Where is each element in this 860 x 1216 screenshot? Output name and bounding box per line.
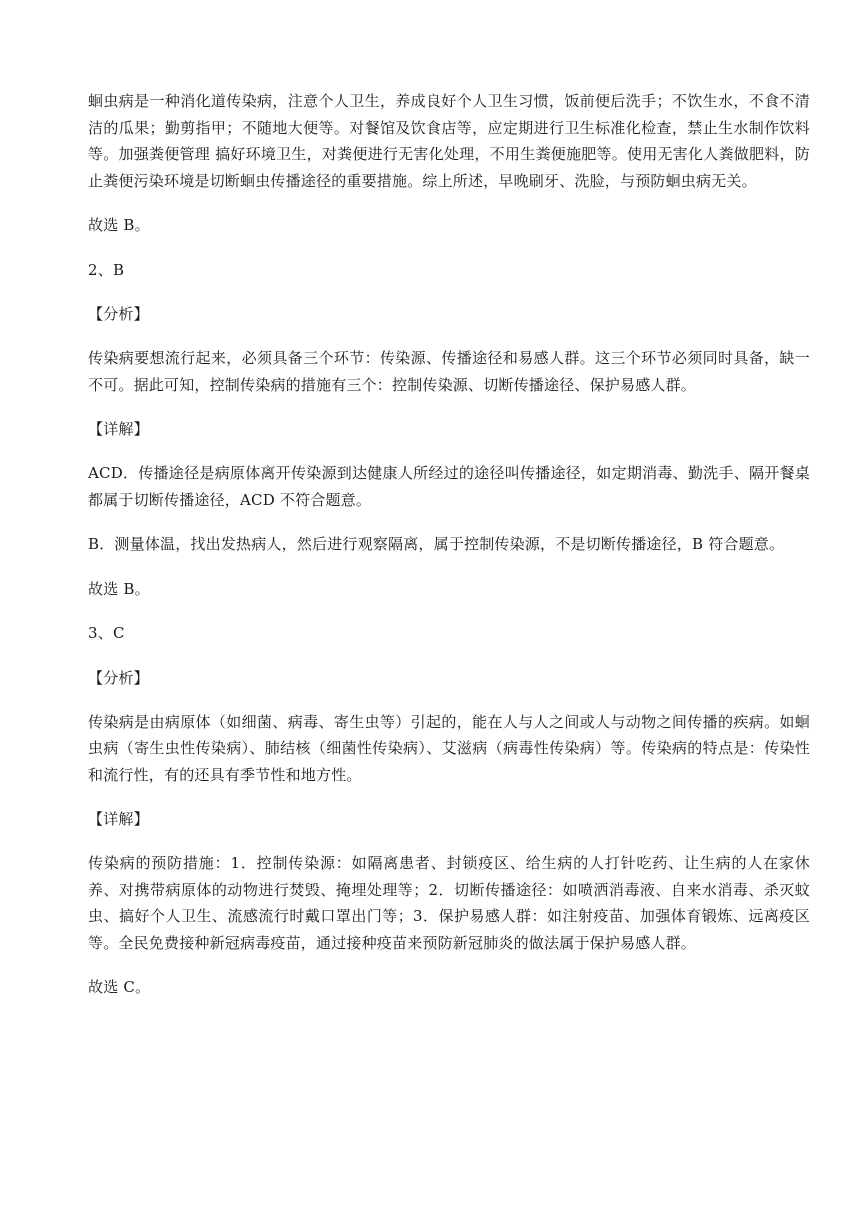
section-heading-detail: 【详解】 <box>88 420 149 438</box>
section-heading-analysis: 【分析】 <box>88 668 149 687</box>
answer-choice-1: 故选 B。 <box>88 216 150 234</box>
paragraph-analysis-3: 传染病是由病原体（如细菌、病毒、寄生虫等）引起的，能在人与人之间或人与动物之间传播的疾病。如蛔虫病（寄生虫性传染病）、肺结核（细菌性传染病）、艾滋病（病毒性传染病）等。传染病的特点是：传染性和流行性，有的还具有季节性和地方性。 <box>88 712 810 784</box>
paragraph-detail-prevention: 传染病的预防措施：1．控制传染源：如隔离患者、封锁疫区、给生病的人打针吃药、让生病的人在家休养、对携带病原体的动物进行焚毁、掩埋处理等；2．切断传播途径：如喷洒消毒液、自来水消毒、杀灭蚊虫、搞好个人卫生、流感流行时戴口罩出门等；3．保护易感人群：如注射疫苗、加强体育锻炼、远离疫区等。全民免费接种新冠病毒疫苗，通过接种疫苗来预防新冠肺炎的做法属于保护易感人群。 <box>88 854 810 952</box>
section-heading-detail: 【详解】 <box>88 810 149 828</box>
document-page <box>88 88 810 1001</box>
paragraph-detail-b: B．测量体温，找出发热病人，然后进行观察隔离，属于控制传染源，不是切断传播途径，B 符合题意。 <box>88 535 785 553</box>
question-number-3: 3、C <box>88 624 125 642</box>
answer-choice-2: 故选 B。 <box>88 579 150 598</box>
paragraph-analysis-2: 传染病要想流行起来，必须具备三个环节：传染源、传播途径和易感人群。这三个环节必须同时具备，缺一不可。据此可知，控制传染病的措施有三个：控制传染源、切断传播途径、保护易感人群。 <box>88 349 810 394</box>
question-number-2: 2、B <box>88 260 125 279</box>
answer-choice-3: 故选 C。 <box>88 978 151 996</box>
section-heading-analysis: 【分析】 <box>88 305 149 323</box>
paragraph-detail-acd: ACD．传播途径是病原体离开传染源到达健康人所经过的途径叫传播途径，如定期消毒、勤洗手、隔开餐桌都属于切断传播途径，ACD 不符合题意。 <box>88 464 810 509</box>
paragraph-explanation-ascariasis: 蛔虫病是一种消化道传染病，注意个人卫生，养成良好个人卫生习惯，饭前便后洗手；不饮生水，不食不清洁的瓜果；勤剪指甲；不随地大便等。对餐馆及饮食店等，应定期进行卫生标准化检查，禁止生水制作饮料等。加强粪便管理 搞好环境卫生，对粪便进行无害化处理，不用生粪便施肥等。使用无害化人粪做肥料，防止粪便污染环境是切断蛔虫传播途径的重要措施。综上所述，早晚刷牙、洗脸，与预防蛔虫病无关。 <box>88 92 810 190</box>
